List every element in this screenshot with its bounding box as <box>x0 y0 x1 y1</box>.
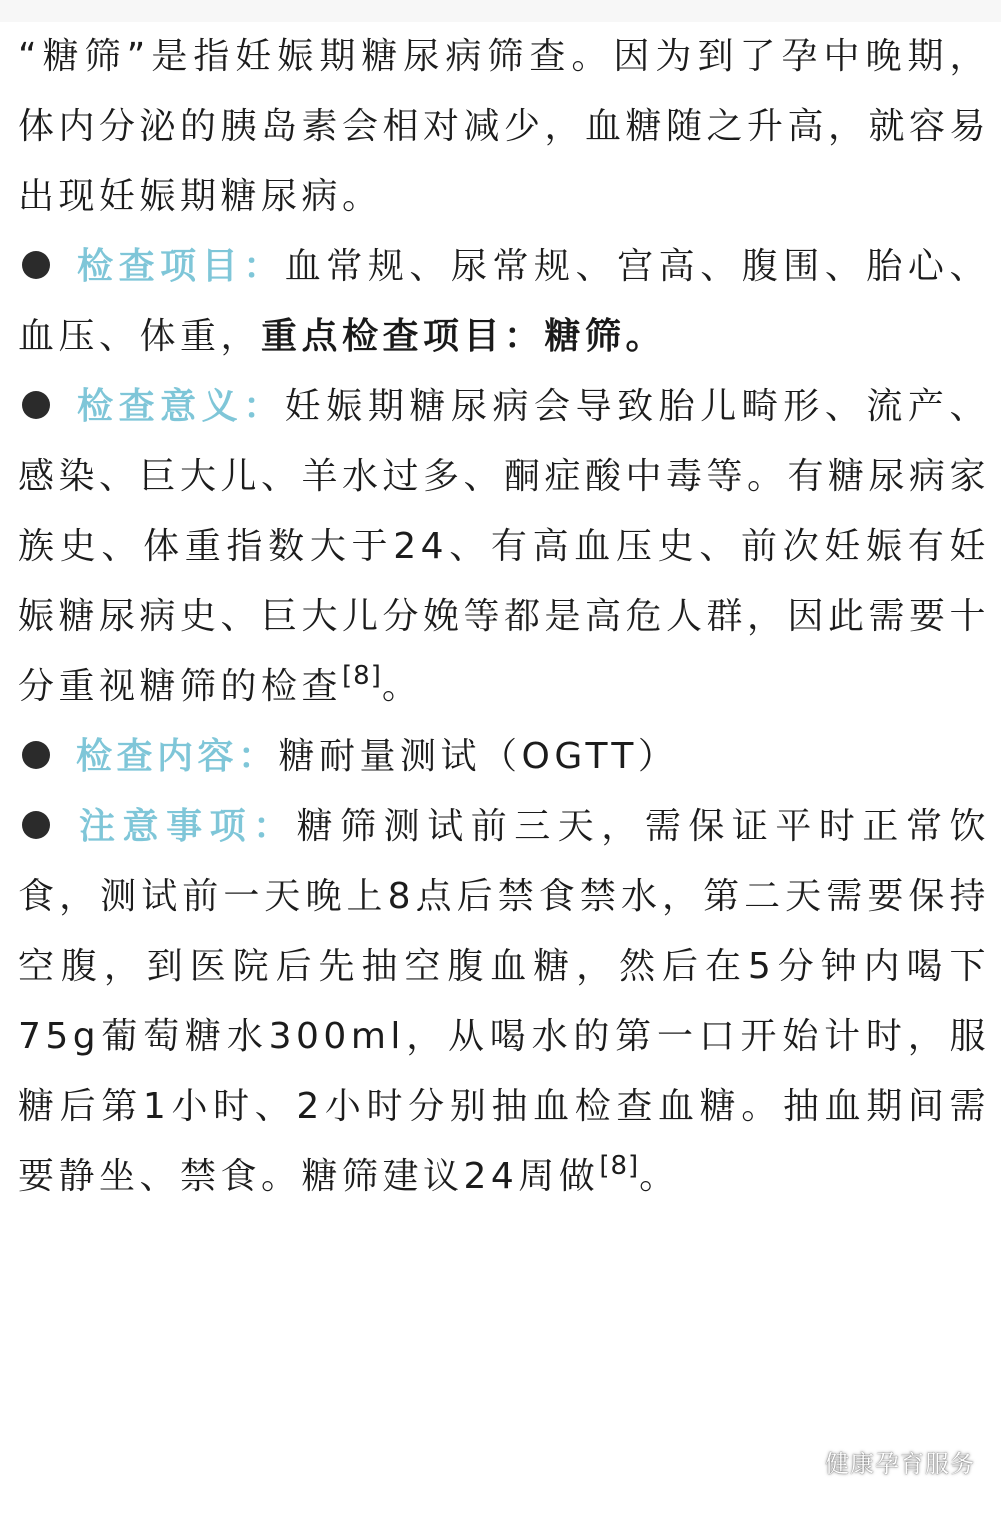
bullet-dot-icon <box>22 741 50 769</box>
citation-link[interactable]: [8] <box>599 1151 640 1181</box>
watermark-text: 健康孕育服务 <box>825 1450 975 1478</box>
bullet-text: 妊娠期糖尿病会导致胎儿畸形、流产、感染、巨大儿、羊水过多、酮症酸中毒等。有糖尿病家族史、体重指数大于24、有高血压史、前次妊娠有妊娠糖尿病史、巨大儿分娩等都是高危人群，因此需要十分重视糖筛的检查 <box>18 386 991 707</box>
bullet-bold-text: 重点检查项目：糖筛。 <box>261 316 667 357</box>
bullet-label: 注意事项： <box>76 806 297 847</box>
bullet-text: 血常规、尿常规、宫高、腹围、胎心、血压、体重， <box>18 246 990 357</box>
bullet-label: 检查意义： <box>76 386 285 427</box>
watermark <box>787 1444 975 1479</box>
bullet-item-exam-content <box>18 722 990 792</box>
bullet-item-exam-significance <box>18 372 990 722</box>
intro-paragraph: “糖筛”是指妊娠期糖尿病筛查。因为到了孕中晚期，体内分泌的胰岛素会相对减少，血糖随之升高，就容易出现妊娠期糖尿病。 <box>18 36 991 217</box>
bullet-text-end: 。 <box>381 666 423 707</box>
wechat-icon <box>787 1449 817 1475</box>
bullet-item-precautions <box>18 792 990 1212</box>
bullet-label: 检查内容： <box>76 736 279 777</box>
citation-link[interactable]: [8] <box>342 661 382 691</box>
article-body <box>18 22 990 1212</box>
bullet-dot-icon <box>22 391 50 419</box>
bullet-text: 糖耐量测试（OGTT） <box>278 736 679 777</box>
bullet-dot-icon <box>22 811 50 839</box>
top-bar <box>0 0 1001 22</box>
bullet-text: 糖筛测试前三天，需保证平时正常饮食，测试前一天晚上8点后禁食禁水，第二天需要保持空腹，到医院后先抽空腹血糖，然后在5分钟内喝下75g葡萄糖水300ml，从喝水的第一口开始计时，服糖后第1小时、2小时分别抽血检查血糖。抽血期间需要静坐、禁食。糖筛建议24周做 <box>18 806 990 1197</box>
bullet-item-exam-items <box>18 232 990 372</box>
bullet-text-end: 。 <box>639 1156 680 1197</box>
bullet-dot-icon <box>22 251 50 279</box>
bullet-label: 检查项目： <box>76 246 285 287</box>
